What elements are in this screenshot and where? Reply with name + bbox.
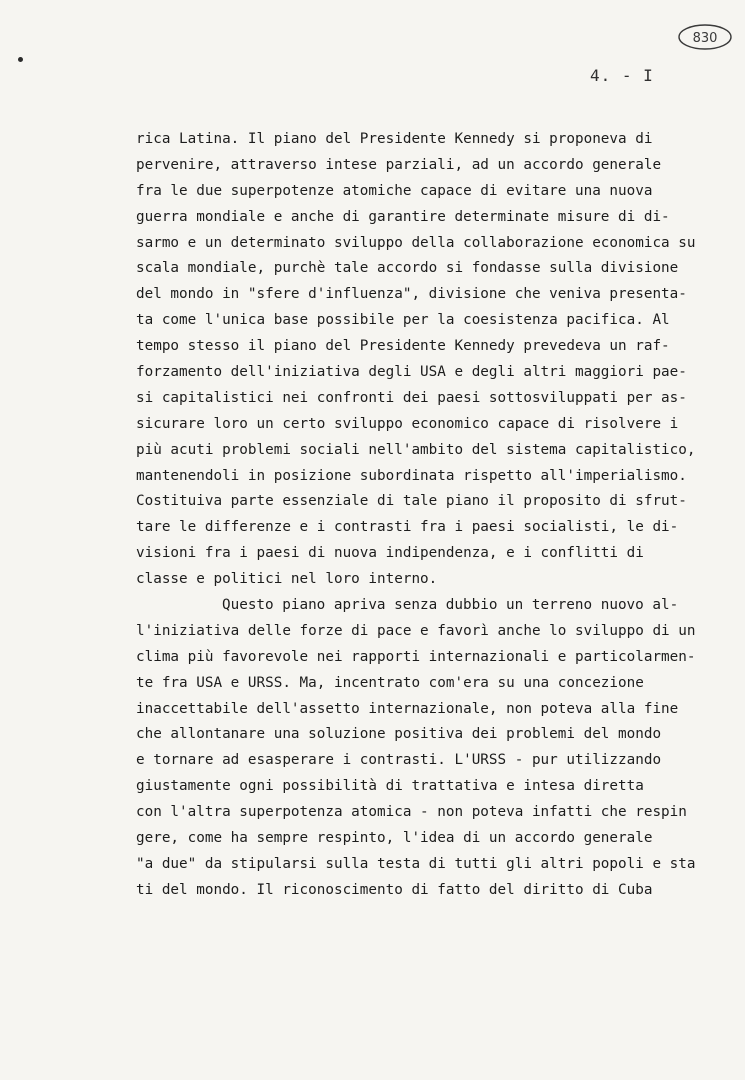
- text-line: del mondo in "sfere d'influenza", divisione che veniva presenta-: [136, 286, 687, 303]
- text-line: scala mondiale, purchè tale accordo si fondasse sulla divisione: [136, 260, 679, 277]
- text-line: ti del mondo. Il riconoscimento di fatto del diritto di Cuba: [136, 881, 653, 898]
- text-line: rica Latina. Il piano del Presidente Kennedy si proponeva di: [136, 131, 653, 147]
- archive-number-stamp: [676, 22, 734, 52]
- text-line: pervenire, attraverso intese parziali, ad un accordo generale: [136, 156, 662, 173]
- text-line: con l'altra superpotenza atomica - non poteva infatti che respin: [136, 804, 687, 821]
- text-line: sarmo e un determinato sviluppo della collaborazione economica su: [136, 234, 696, 251]
- paper-speck: [18, 57, 23, 62]
- typed-body-text: [136, 127, 726, 904]
- text-line: visioni fra i paesi di nuova indipendenza, e i conflitti di: [136, 545, 644, 562]
- text-line: classe e politici nel loro interno.: [136, 571, 438, 588]
- text-line: guerra mondiale e anche di garantire determinate misure di di-: [136, 208, 670, 225]
- text-line: sicurare loro un certo sviluppo economico capace di risolvere i: [136, 415, 679, 432]
- text-line: te fra USA e URSS. Ma, incentrato com'era su una concezione: [136, 674, 644, 691]
- page-number: 4. - I: [590, 66, 654, 85]
- text-line: l'iniziativa delle forze di pace e favorì anche lo sviluppo di un: [136, 622, 696, 639]
- text-line: giustamente ogni possibilità di trattativa e intesa diretta: [136, 778, 644, 795]
- text-line: gere, come ha sempre respinto, l'idea di un accordo generale: [136, 830, 653, 847]
- paragraph-start-line: Questo piano apriva senza dubbio un terreno nuovo al-: [222, 597, 679, 614]
- text-line: forzamento dell'iniziativa degli USA e degli altri maggiori pae-: [136, 364, 687, 381]
- text-line: "a due" da stipularsi sulla testa di tutti gli altri popoli e sta: [136, 855, 696, 872]
- text-line: più acuti problemi sociali nell'ambito del sistema capitalistico,: [136, 441, 696, 458]
- archive-stamp-graphic: [676, 22, 734, 52]
- text-line: e tornare ad esasperare i contrasti. L'URSS - pur utilizzando: [136, 752, 662, 769]
- text-line: clima più favorevole nei rapporti internazionali e particolarmen-: [136, 648, 696, 665]
- text-line: tare le differenze e i contrasti fra i paesi socialisti, le di-: [136, 519, 679, 536]
- text-line: che allontanare una soluzione positiva dei problemi del mondo: [136, 726, 662, 743]
- text-line: ta come l'unica base possibile per la coesistenza pacifica. Al: [136, 312, 670, 329]
- archive-stamp-number: 830: [692, 31, 718, 46]
- text-line: mantenendoli in posizione subordinata rispetto all'imperialismo.: [136, 467, 687, 484]
- text-line: tempo stesso il piano del Presidente Kennedy prevedeva un raf-: [136, 338, 670, 355]
- text-line: fra le due superpotenze atomiche capace di evitare una nuova: [136, 182, 653, 199]
- text-line: Costituiva parte essenziale di tale piano il proposito di sfrut-: [136, 493, 687, 510]
- text-line: si capitalistici nei confronti dei paesi sottosviluppati per as-: [136, 389, 687, 406]
- text-line: inaccettabile dell'assetto internazionale, non poteva alla fine: [136, 700, 679, 717]
